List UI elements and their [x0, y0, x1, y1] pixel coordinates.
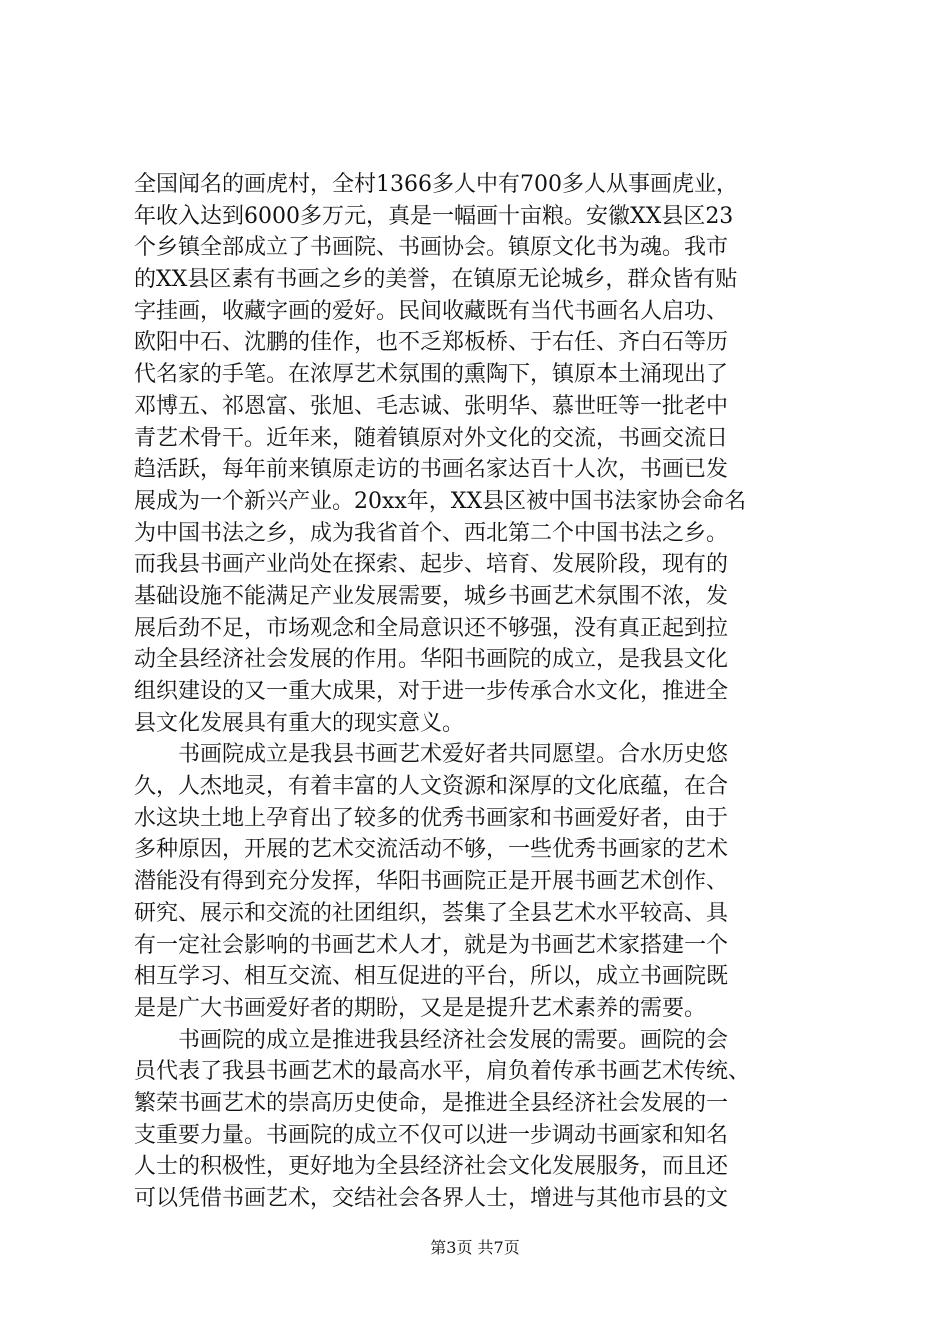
text-line: 趋活跃，每年前来镇原走访的书画名家达百十人次，书画已发 [134, 457, 729, 483]
text-line: 县文化发展具有重大的现实意义。 [134, 710, 465, 736]
text-line: 书画院成立是我县书画艺术爱好者共同愿望。合水历史悠 [134, 742, 729, 768]
text-line: 动全县经济社会发展的作用。华阳书画院的成立，是我县文化 [134, 647, 729, 673]
text-line: 代名家的手笔。在浓厚艺术氛围的熏陶下，镇原本土涌现出了 [134, 362, 729, 388]
text-line: 研究、展示和交流的社团组织，荟集了全县艺术水平较高、具 [134, 900, 729, 926]
text-line: 潜能没有得到充分发挥，华阳书画院正是开展书画艺术创作、 [134, 869, 729, 895]
text-line: 相互学习、相互交流、相互促进的平台，所以，成立书画院既 [134, 964, 729, 990]
text-line: 基础设施不能满足产业发展需要，城乡书画艺术氛围不浓，发 [134, 583, 729, 609]
text-line: 青艺术骨干。近年来，随着镇原对外文化的交流，书画交流日 [134, 425, 729, 451]
text-line: 邓博五、祁恩富、张旭、毛志诚、张明华、慕世旺等一批老中 [134, 393, 729, 419]
text-line: 员代表了我县书画艺术的最高水平，肩负着传承书画艺术传统、 [134, 1059, 751, 1085]
text-line: 久，人杰地灵，有着丰富的人文资源和深厚的文化底蕴，在合 [134, 774, 729, 800]
text-line: 是是广大书画爱好者的期盼，又是是提升艺术素养的需要。 [134, 995, 707, 1021]
text-line: 组织建设的又一重大成果，对于进一步传承合水文化，推进全 [134, 679, 729, 704]
document-body [134, 169, 824, 1215]
text-line: 年收入达到6000多万元，真是一幅画十亩粮。安徽XX县区23 [134, 203, 734, 229]
text-line: 有一定社会影响的书画艺术人才，就是为书画艺术家搭建一个 [134, 932, 729, 958]
text-line: 多种原因，开展的艺术交流活动不够，一些优秀书画家的艺术 [134, 837, 729, 863]
text-line: 书画院的成立是推进我县经济社会发展的需要。画院的会 [134, 1027, 729, 1053]
text-line: 而我县书画产业尚处在探索、起步、培育、发展阶段，现有的 [134, 552, 729, 578]
text-line: 欧阳中石、沈鹏的佳作，也不乏郑板桥、于右任、齐白石等历 [134, 330, 729, 356]
text-line: 繁荣书画艺术的崇高历史使命，是推进全县经济社会发展的一 [134, 1090, 729, 1116]
text-line: 为中国书法之乡，成为我省首个、西北第二个中国书法之乡。 [134, 520, 729, 546]
text-line: 可以凭借书画艺术，交结社会各界人士，增进与其他市县的文 [134, 1186, 729, 1211]
text-line: 字挂画，收藏字画的爱好。民间收藏既有当代书画名人启功、 [134, 298, 729, 324]
text-line: 展后劲不足，市场观念和全局意识还不够强，没有真正起到拉 [134, 615, 729, 641]
text-line: 的XX县区素有书画之乡的美誉，在镇原无论城乡，群众皆有贴 [134, 267, 738, 293]
text-line: 个乡镇全部成立了书画院、书画协会。镇原文化书为魂。我市 [134, 235, 729, 261]
text-line: 人士的积极性，更好地为全县经济社会文化发展服务，而且还 [134, 1154, 729, 1180]
text-line: 水这块土地上孕育出了较多的优秀书画家和书画爱好者，由于 [134, 805, 729, 831]
page-footer: 第3页 共7页 [430, 1238, 520, 1257]
text-line: 全国闻名的画虎村，全村1366多人中有700多人从事画虎业， [134, 172, 738, 197]
text-line: 支重要力量。书画院的成立不仅可以进一步调动书画家和知名 [134, 1122, 729, 1148]
text-line: 展成为一个新兴产业。20xx年，XX县区被中国书法家协会命名 [134, 488, 747, 514]
